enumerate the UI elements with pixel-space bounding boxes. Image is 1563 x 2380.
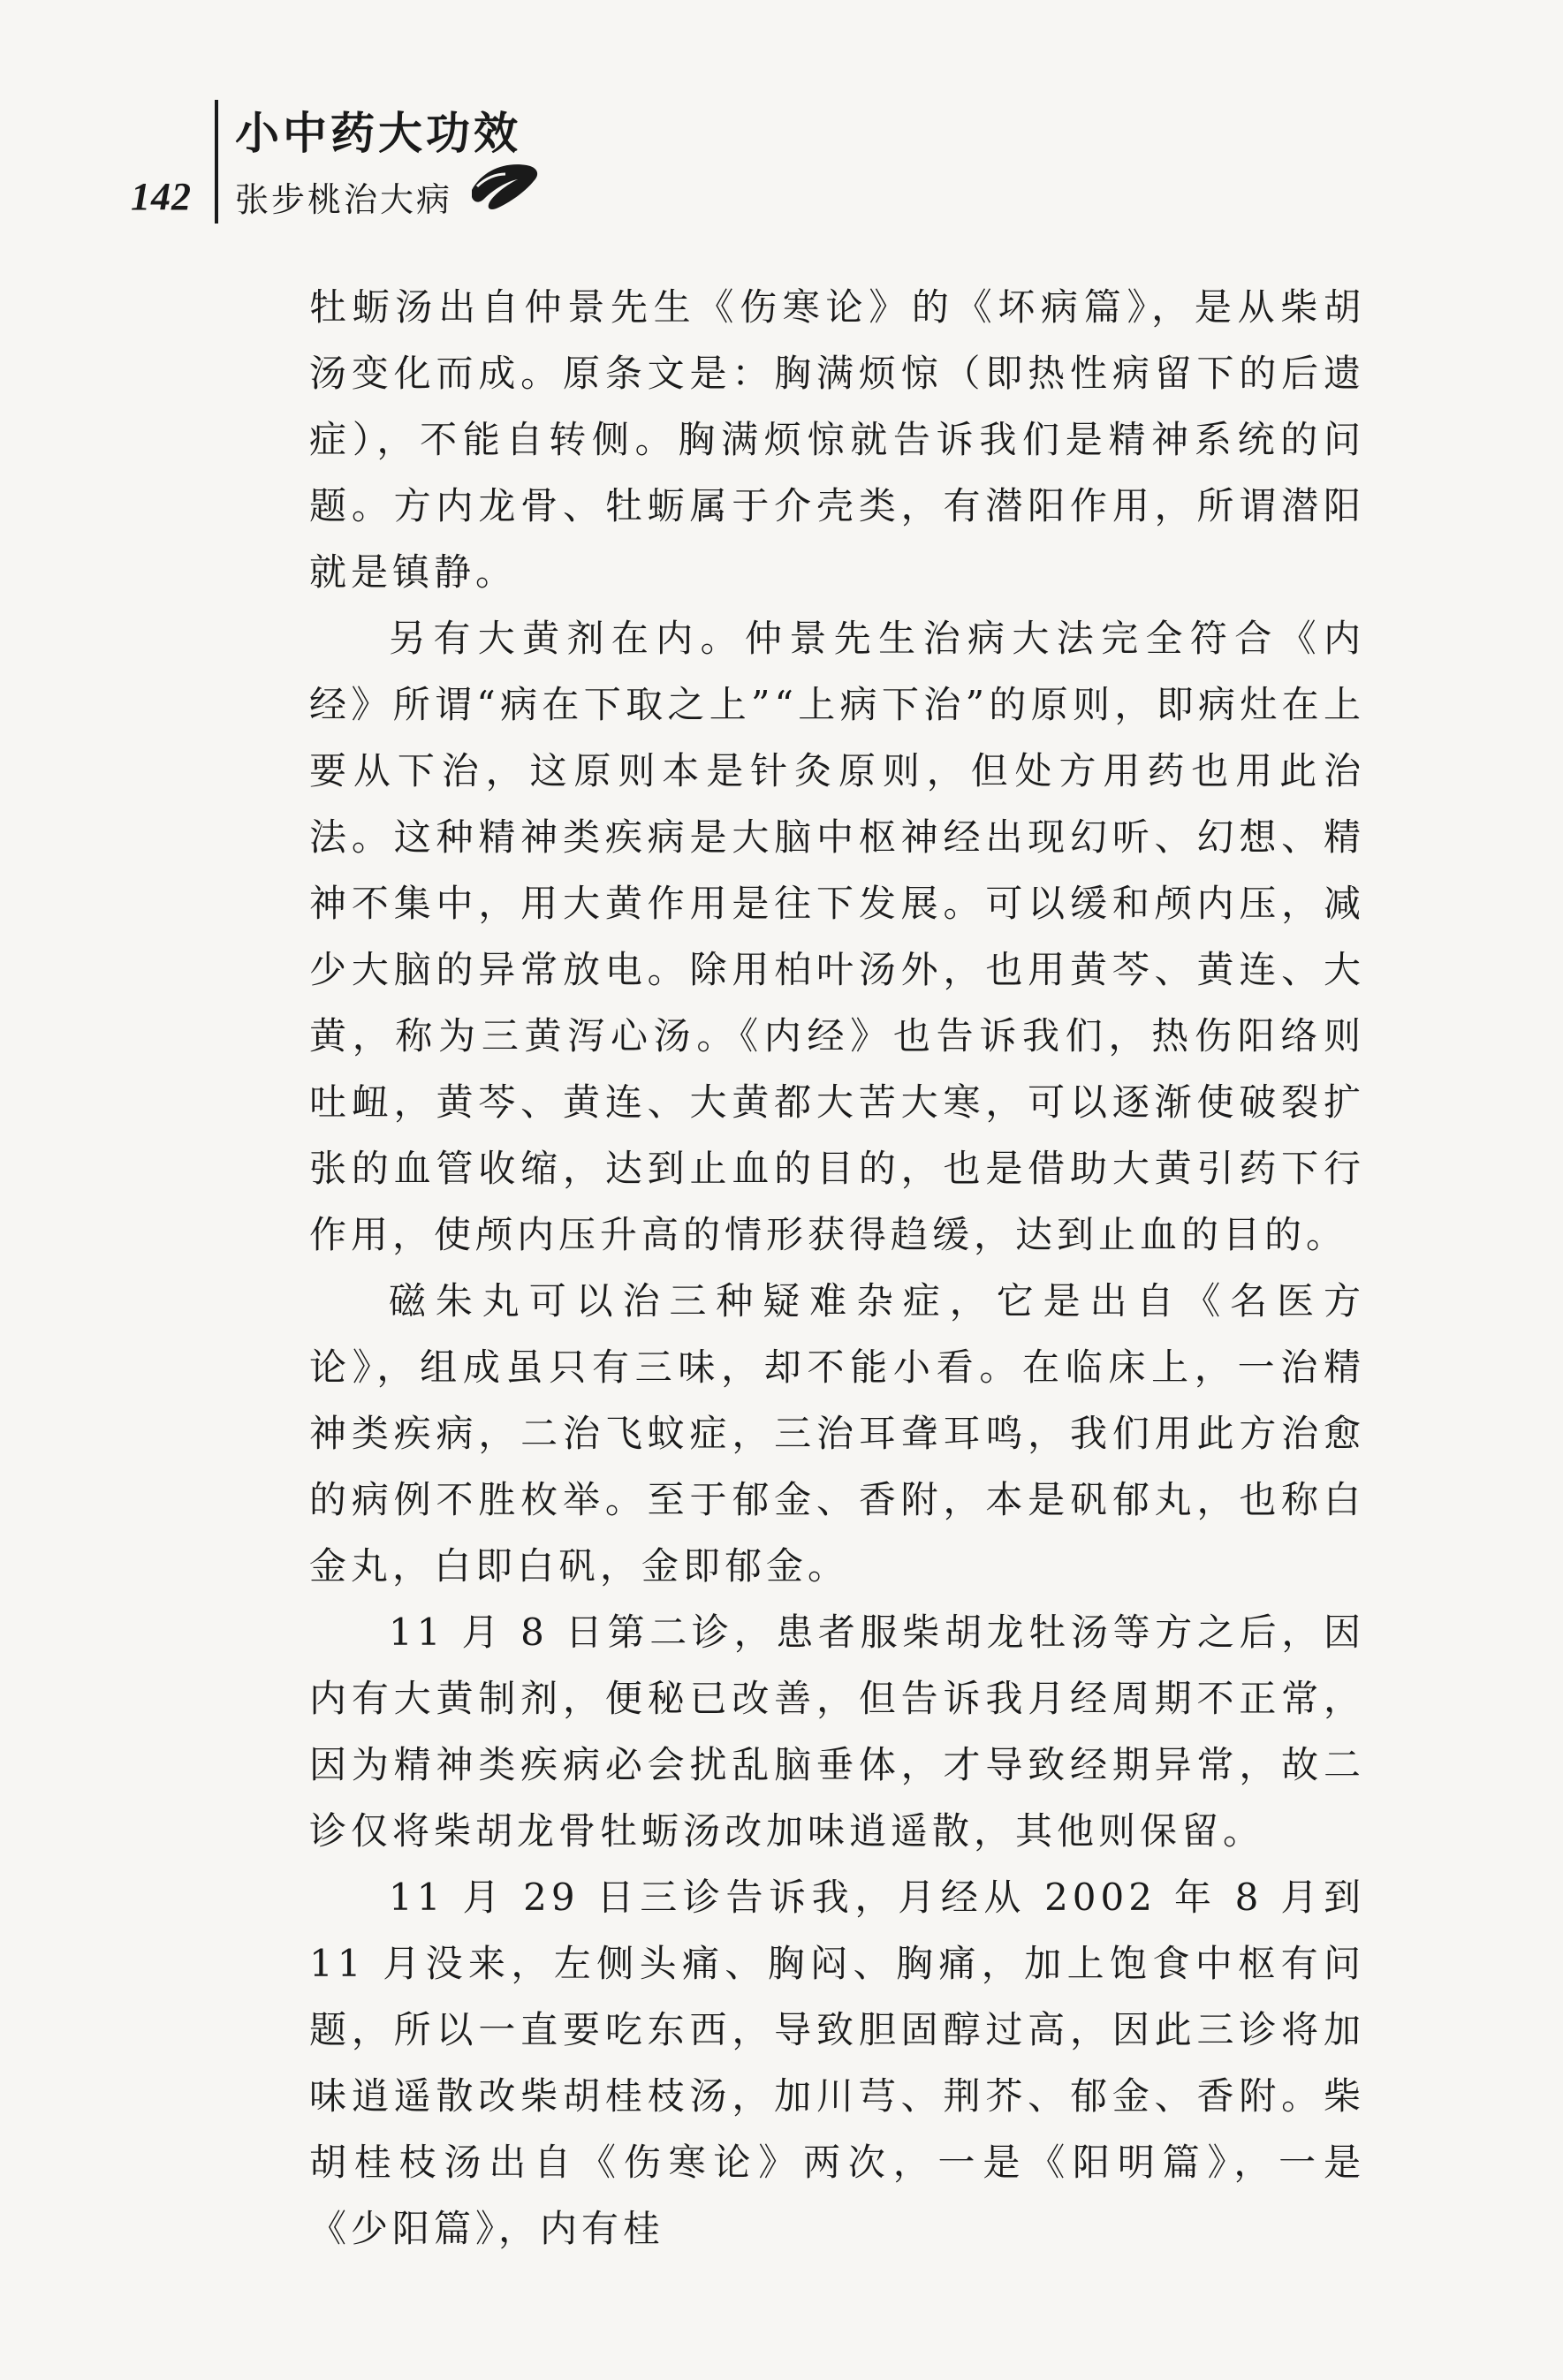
brush-stroke-icon: [465, 155, 544, 216]
paragraph-1: 牡蛎汤出自仲景先生《伤寒论》的《坏病篇》，是从柴胡汤变化而成。原条文是：胸满烦惊（即热性病留下的后遗症），不能自转侧。胸满烦惊就告诉我们是精神系统的问题。方内龙骨、牡蛎属于介壳类，有潜阳作用，所谓潜阳就是镇静。: [309, 285, 1365, 594]
paragraph-3: 磁朱丸可以治三种疑难杂症，它是出自《名医方论》，组成虽只有三味，却不能小看。在临床上，一治精神类疾病，二治飞蚊症，三治耳聋耳鸣，我们用此方治愈的病例不胜枚举。至于郁金、香附，本是矾郁丸，也称白金丸，白即白矾，金即郁金。: [309, 1279, 1365, 1588]
paragraph-2: 另有大黄剂在内。仲景先生治病大法完全符合《内经》所谓“病在下取之上”“上病下治”的原则，即病灶在上要从下治，这原则本是针灸原则，但处方用药也用此治法。这种精神类疾病是大脑中枢神经出现幻听、幻想、精神不集中，用大黄作用是往下发展。可以缓和颅内压，减少大脑的异常放电。除用柏叶汤外，也用黄芩、黄连、大黄，称为三黄泻心汤。《内经》也告诉我们，热伤阳络则吐衄，黄芩、黄连、大黄都大苦大寒，可以逐渐使破裂扩张的血管收缩，达到止血的目的，也是借助大黄引药下行作用，使颅内压升高的情形获得趋缓，达到止血的目的。: [309, 617, 1365, 1256]
book-title: 小中药大功效: [235, 108, 521, 159]
book-subtitle: 张步桃治大病: [235, 180, 453, 219]
page-header: [131, 93, 749, 225]
paragraph-4: 11 月 8 日第二诊，患者服柴胡龙牡汤等方之后，因内有大黄制剂，便秘已改善，但告诉我月经周期不正常，因为精神类疾病必会扰乱脑垂体，才导致经期异常，故二诊仅将柴胡龙骨牡蛎汤改加味逍遥散，其他则保留。: [309, 1611, 1365, 1853]
paragraph-5: 11 月 29 日三诊告诉我，月经从 2002 年 8 月到 11 月没来，左侧头痛、胸闷、胸痛，加上饱食中枢有问题，所以一直要吃东西，导致胆固醇过高，因此三诊将加味逍遥散改柴胡桂枝汤，加川芎、荆芥、郁金、香附。柴胡桂枝汤出自《伤寒论》两次，一是《阳明篇》，一是《少阳篇》，内有桂: [309, 1876, 1365, 2250]
body-text: [309, 274, 1365, 2262]
header-divider: [215, 100, 218, 224]
page-number: 142: [131, 175, 192, 218]
